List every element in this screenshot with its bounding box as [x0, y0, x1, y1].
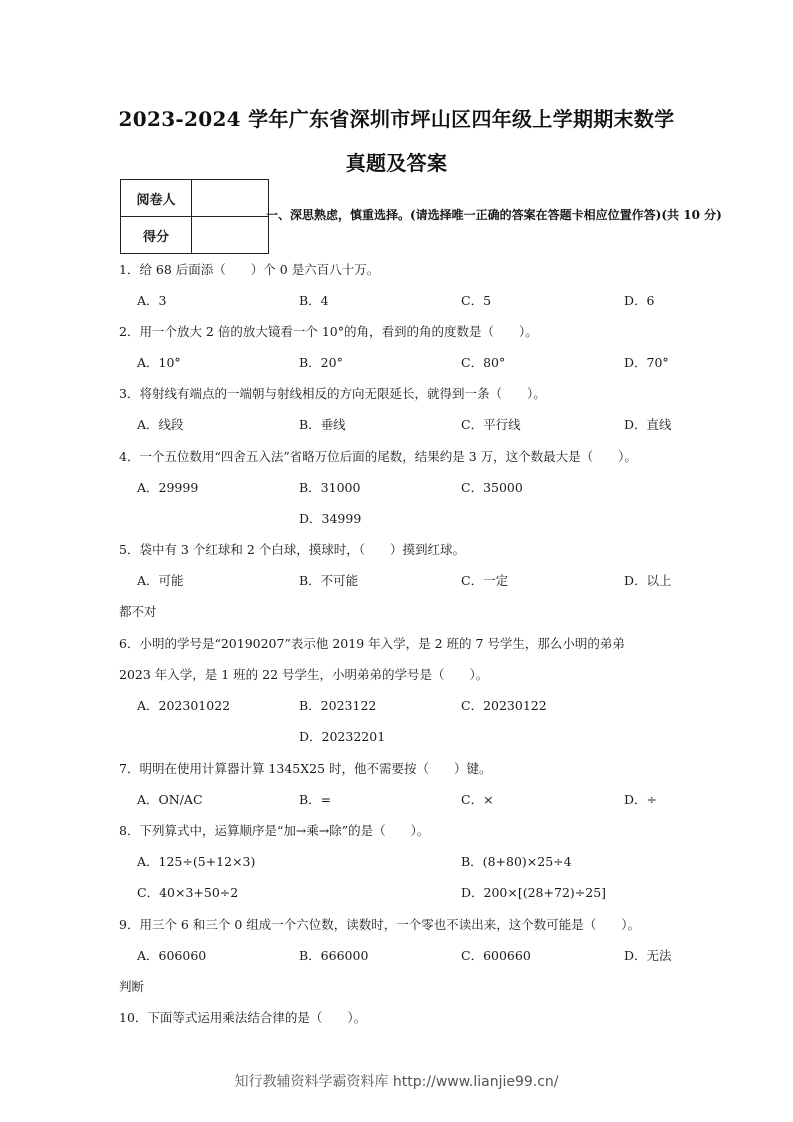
score-field — [192, 217, 269, 254]
option-7c: C．× — [461, 792, 494, 807]
option-9b: B．666000 — [299, 948, 369, 963]
option-1c: C．5 — [461, 293, 492, 308]
option-4b: B．31000 — [299, 480, 361, 495]
question-7: 7．明明在使用计算器计算 1345X25 时，他不需要按（ ）键。 — [119, 761, 492, 776]
question-4: 4．一个五位数用“四舍五入法”省略万位后面的尾数，结果约是 3 万，这个数最大是（ ）。 — [119, 449, 637, 464]
question-9: 9．用三个 6 和三个 0 组成一个六位数，读数时，一个零也不读出来，这个数可能是（ ）。 — [119, 917, 641, 932]
option-4d: D．34999 — [299, 511, 362, 526]
option-1b: B．4 — [299, 293, 329, 308]
option-1d: D．6 — [624, 293, 655, 308]
option-7a: A．ON/AC — [137, 792, 203, 807]
option-8c: C．40×3+50÷2 — [137, 885, 239, 900]
option-2d: D．70° — [624, 355, 669, 370]
section-heading — [266, 206, 722, 223]
score-label: 得分 — [121, 217, 192, 254]
option-3d: D．直线 — [624, 417, 672, 432]
option-2b: B．20° — [299, 355, 343, 370]
page-subtitle: 真题及答案 — [345, 151, 448, 175]
footer-watermark: 知行教辅资料学霸资料库 http://www.lianjie99.cn/ — [234, 1074, 559, 1090]
option-9d: D．无法 — [624, 948, 672, 963]
question-6-cont: 2023 年入学，是 1 班的 22 号学生，小明弟弟的学号是（ ）。 — [119, 667, 489, 682]
option-8d: D．200×[(28+72)÷25] — [461, 885, 607, 900]
option-8b: B．(8+80)×25÷4 — [461, 854, 572, 869]
option-3b: B．垂线 — [299, 417, 346, 432]
grader-label: 阅卷人 — [121, 180, 192, 217]
option-3c: C．平行线 — [461, 417, 521, 432]
option-6b: B．2023122 — [299, 698, 377, 713]
question-5: 5．袋中有 3 个红球和 2 个白球，摸球时，（ ）摸到红球。 — [119, 542, 466, 557]
option-2c: C．80° — [461, 355, 506, 370]
option-7b: B．= — [299, 792, 332, 807]
option-5d: D．以上 — [624, 573, 672, 588]
option-2a: A．10° — [137, 355, 181, 370]
question-3: 3．将射线有端点的一端朝与射线相反的方向无限延长，就得到一条（ ）。 — [119, 386, 546, 401]
option-7d: D．÷ — [624, 792, 657, 807]
question-6: 6．小明的学号是“20190207”表示他 2019 年入学，是 2 班的 7 号学生，那么小明的弟弟 — [119, 636, 625, 651]
option-9c: C．600660 — [461, 948, 531, 963]
option-3a: A．线段 — [137, 417, 184, 432]
grader-field — [192, 180, 269, 217]
option-1a: A．3 — [137, 293, 167, 308]
question-8: 8．下列算式中，运算顺序是“加→乘→除”的是（ ）。 — [119, 823, 430, 838]
option-6d: D．20232201 — [299, 729, 386, 744]
section-heading-text: 一、深思熟虑，慎重选择。(请选择唯一正确的答案在答题卡相应位置作答)(共 10 分) — [266, 208, 722, 222]
score-table — [120, 179, 269, 254]
option-5d-wrap: 都不对 — [119, 604, 157, 619]
option-5a: A．可能 — [137, 573, 184, 588]
option-5c: C．一定 — [461, 573, 509, 588]
option-9a: A．606060 — [137, 948, 207, 963]
option-6c: C．20230122 — [461, 698, 547, 713]
option-5b: B．不可能 — [299, 573, 359, 588]
question-1: 1．给 68 后面添（ ）个 0 是六百八十万。 — [119, 262, 380, 277]
page-title: 2023-2024 学年广东省深圳市坪山区四年级上学期期末数学 — [118, 107, 675, 131]
option-4a: A．29999 — [137, 480, 199, 495]
question-2: 2．用一个放大 2 倍的放大镜看一个 10°的角，看到的角的度数是（ ）。 — [119, 324, 538, 339]
question-10: 10．下面等式运用乘法结合律的是（ ）。 — [119, 1010, 367, 1025]
option-4c: C．35000 — [461, 480, 523, 495]
option-9d-wrap: 判断 — [119, 979, 145, 994]
option-6a: A．202301022 — [137, 698, 231, 713]
option-8a: A．125÷(5+12×3) — [137, 854, 256, 869]
